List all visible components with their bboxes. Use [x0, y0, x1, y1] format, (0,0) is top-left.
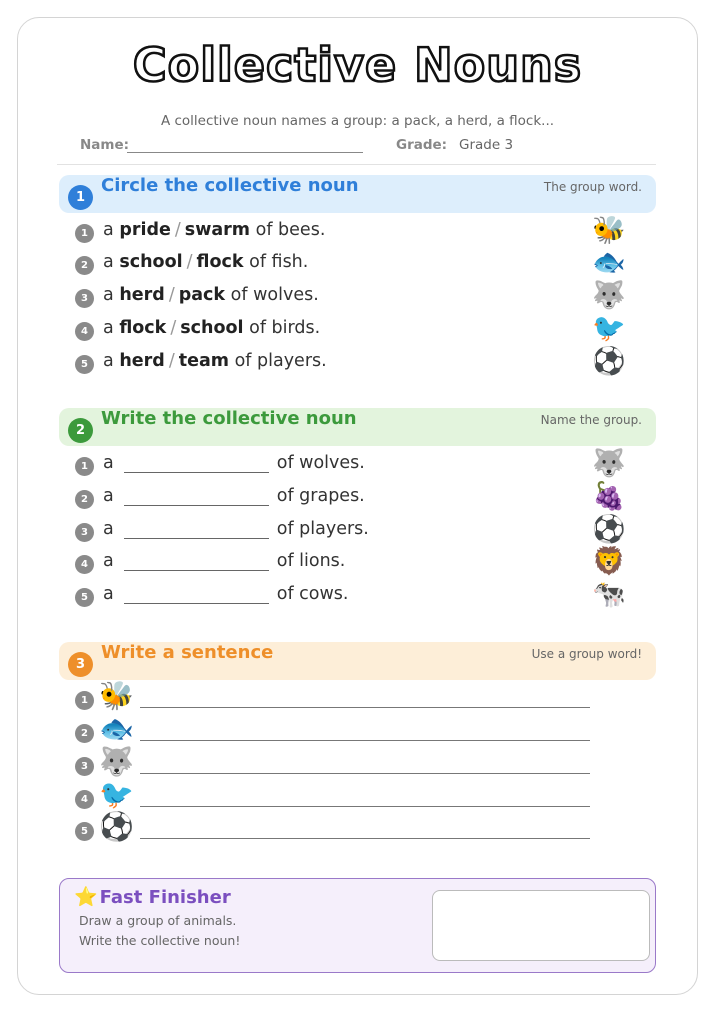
item-number: 2 — [75, 724, 94, 743]
choice-option-1[interactable]: pride — [119, 220, 171, 240]
answer-blank[interactable] — [124, 488, 269, 506]
bee-icon: 🐝 — [99, 679, 134, 712]
section-3-number: 3 — [68, 652, 93, 677]
wolf-icon: 🐺 — [592, 280, 626, 311]
choice-option-2[interactable]: team — [178, 351, 229, 371]
item-number: 1 — [75, 691, 94, 710]
soccer-ball-icon: ⚽ — [592, 514, 626, 545]
sentence-ending: of players. — [276, 519, 369, 539]
section-3-hint: Use a group word! — [531, 647, 642, 661]
circle-item — [75, 215, 635, 248]
item-number: 3 — [75, 523, 94, 542]
choice-separator: / — [168, 285, 175, 305]
grade-value: Grade 3 — [459, 137, 514, 153]
answer-blank[interactable] — [124, 586, 269, 604]
article: a — [103, 252, 114, 272]
grade-label: Grade: — [396, 137, 448, 153]
sentence-ending: of wolves. — [276, 453, 365, 473]
choice-option-1[interactable]: herd — [119, 285, 165, 305]
fill-item — [75, 579, 635, 612]
answer-blank[interactable] — [124, 521, 269, 539]
choice-option-1[interactable]: flock — [119, 318, 167, 338]
item-sentence — [103, 220, 325, 240]
fish-icon: 🐟 — [592, 247, 626, 278]
section-1-hint: The group word. — [543, 180, 642, 194]
article: a — [103, 551, 114, 571]
choice-option-2[interactable]: pack — [178, 285, 226, 305]
fast-finisher-title: ⭐ Fast Finisher — [74, 886, 231, 908]
section-1-title: Circle the collective noun — [101, 175, 359, 196]
wolf-icon: 🐺 — [99, 745, 134, 778]
bee-icon: 🐝 — [592, 215, 626, 246]
name-field[interactable] — [127, 152, 363, 153]
item-sentence — [103, 252, 308, 272]
sentence-line[interactable] — [140, 740, 590, 741]
sentence-ending: of birds. — [249, 318, 321, 338]
item-number: 1 — [75, 224, 94, 243]
choice-separator: / — [186, 252, 193, 272]
article: a — [103, 453, 114, 473]
fast-finisher-line-1: Draw a group of animals. — [79, 913, 237, 928]
cow-icon: 🐄 — [592, 579, 626, 610]
sentence-ending: of players. — [234, 351, 327, 371]
choice-option-2[interactable]: swarm — [184, 220, 251, 240]
item-number: 2 — [75, 256, 94, 275]
answer-blank[interactable] — [124, 553, 269, 571]
sentence-ending: of bees. — [255, 220, 326, 240]
circle-item — [75, 313, 635, 346]
soccer-ball-icon: ⚽ — [592, 346, 626, 377]
drawing-area[interactable] — [432, 890, 650, 961]
item-sentence — [103, 453, 365, 473]
item-number: 4 — [75, 555, 94, 574]
article: a — [103, 318, 114, 338]
circle-item — [75, 247, 635, 280]
choice-separator: / — [174, 220, 181, 240]
item-sentence — [103, 351, 327, 371]
fill-item — [75, 448, 635, 481]
choice-option-1[interactable]: school — [119, 252, 183, 272]
section-2-number: 2 — [68, 418, 93, 443]
wolf-icon: 🐺 — [592, 448, 626, 479]
sentence-item — [75, 712, 595, 748]
star-icon: ⭐ — [74, 886, 98, 908]
fill-item — [75, 514, 635, 547]
article: a — [103, 220, 114, 240]
item-sentence — [103, 318, 320, 338]
bird-icon: 🐦 — [99, 778, 134, 811]
fish-icon: 🐟 — [99, 712, 134, 745]
article: a — [103, 351, 114, 371]
sentence-ending: of grapes. — [276, 486, 365, 506]
sentence-ending: of cows. — [276, 584, 349, 604]
fast-finisher-line-2: Write the collective noun! — [79, 933, 241, 948]
article: a — [103, 486, 114, 506]
choice-option-2[interactable]: flock — [196, 252, 244, 272]
item-number: 2 — [75, 490, 94, 509]
choice-option-2[interactable]: school — [180, 318, 244, 338]
choice-option-1[interactable]: herd — [119, 351, 165, 371]
item-number: 4 — [75, 790, 94, 809]
section-3-title: Write a sentence — [101, 642, 274, 663]
item-sentence — [103, 519, 369, 539]
choice-separator: / — [168, 351, 175, 371]
item-number: 4 — [75, 322, 94, 341]
answer-blank[interactable] — [124, 455, 269, 473]
bird-icon: 🐦 — [592, 313, 626, 344]
sentence-item — [75, 679, 595, 715]
sentence-line[interactable] — [140, 773, 590, 774]
sentence-ending: of lions. — [276, 551, 346, 571]
fill-item — [75, 481, 635, 514]
item-number: 5 — [75, 355, 94, 374]
fast-finisher-box — [59, 878, 656, 973]
article: a — [103, 519, 114, 539]
sentence-item — [75, 745, 595, 781]
page-subtitle: A collective noun names a group: a pack, a herd, a flock... — [160, 113, 555, 129]
section-1-header — [59, 175, 656, 213]
section-2-title: Write the collective noun — [101, 408, 357, 429]
sentence-ending: of fish. — [249, 252, 309, 272]
sentence-line[interactable] — [140, 838, 590, 839]
item-number: 3 — [75, 757, 94, 776]
section-1-number: 1 — [68, 185, 93, 210]
section-2-header — [59, 408, 656, 446]
item-number: 3 — [75, 289, 94, 308]
item-sentence — [103, 285, 319, 305]
item-number: 5 — [75, 588, 94, 607]
grapes-icon: 🍇 — [592, 481, 626, 512]
circle-item — [75, 346, 635, 379]
item-sentence — [103, 551, 345, 571]
item-number: 1 — [75, 457, 94, 476]
article: a — [103, 285, 114, 305]
sentence-line[interactable] — [140, 707, 590, 708]
item-sentence — [103, 486, 365, 506]
item-sentence — [103, 584, 349, 604]
soccer-ball-icon: ⚽ — [99, 810, 134, 843]
sentence-item — [75, 810, 595, 846]
section-2-hint: Name the group. — [540, 413, 642, 427]
name-label: Name: — [80, 137, 130, 153]
lion-icon: 🦁 — [592, 546, 626, 577]
sentence-line[interactable] — [140, 806, 590, 807]
sentence-ending: of wolves. — [230, 285, 319, 305]
section-3-header — [59, 642, 656, 680]
circle-item — [75, 280, 635, 313]
item-number: 5 — [75, 822, 94, 841]
page-title: Collective Nouns — [132, 38, 583, 92]
article: a — [103, 584, 114, 604]
fill-item — [75, 546, 635, 579]
sentence-item — [75, 778, 595, 814]
header-divider — [57, 164, 656, 165]
choice-separator: / — [170, 318, 177, 338]
